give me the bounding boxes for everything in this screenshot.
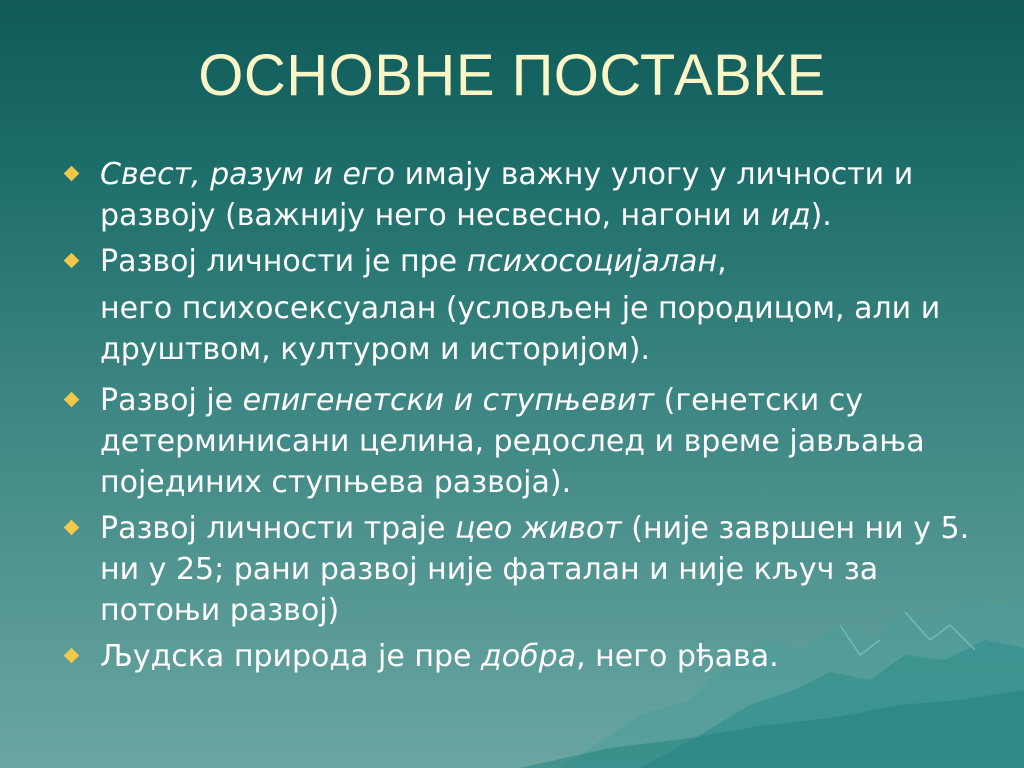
bullet-3-text-a: Развој је (100, 383, 243, 418)
bullet-5-italic: добра (481, 639, 577, 674)
paragraph-continuation (64, 288, 984, 370)
diamond-bullet-icon (64, 648, 80, 664)
bullet-item-3 (64, 380, 984, 503)
bullet-1-italic-b: ид (770, 198, 811, 233)
bullet-3-italic: епигенетски и ступњевит (242, 383, 655, 418)
slide-title: ОСНОВНЕ ПОСТАВКЕ (198, 43, 826, 108)
bullet-list (64, 154, 984, 682)
bullet-item-4 (64, 508, 984, 631)
bullet-5-text-a: Људска природа је пре (100, 639, 482, 674)
bullet-1-text-b: ). (810, 198, 832, 233)
bullet-5-text-b: , него рђава. (576, 639, 779, 674)
bullet-item-2 (64, 241, 984, 282)
bullet-2-italic: психосоцијалан (466, 244, 718, 279)
bullet-2-text-b: , (717, 244, 727, 279)
bullet-item-1 (64, 154, 984, 236)
bullet-1-text-a: имају важну улогу у личности и развоју (важнију него несвесно, нагони и (100, 157, 914, 233)
bullet-3-text-b: (генетски су детерминисани целина, редослед и време јављања појединих ступњева развоја). (100, 383, 925, 500)
bullet-4-text-b: (није завршен ни у 5. ни у 25; рани развој није фаталан и није кључ за потоњи развој) (100, 511, 970, 628)
bullet-4-text-a: Развој личности траје (100, 511, 455, 546)
bullet-1-italic-a: Свест, разум и его (100, 157, 396, 192)
diamond-bullet-icon (64, 392, 80, 408)
bullet-item-5 (64, 636, 984, 677)
diamond-bullet-icon (64, 253, 80, 269)
bullet-4-italic: цео живот (454, 511, 622, 546)
bullet-2-text-a: Развој личности је пре (100, 244, 467, 279)
continuation-text: него психосексуалан (условљен је породицом, али и друштвом, културом и историјом). (100, 291, 941, 367)
diamond-bullet-icon (64, 520, 80, 536)
diamond-bullet-icon (64, 166, 80, 182)
